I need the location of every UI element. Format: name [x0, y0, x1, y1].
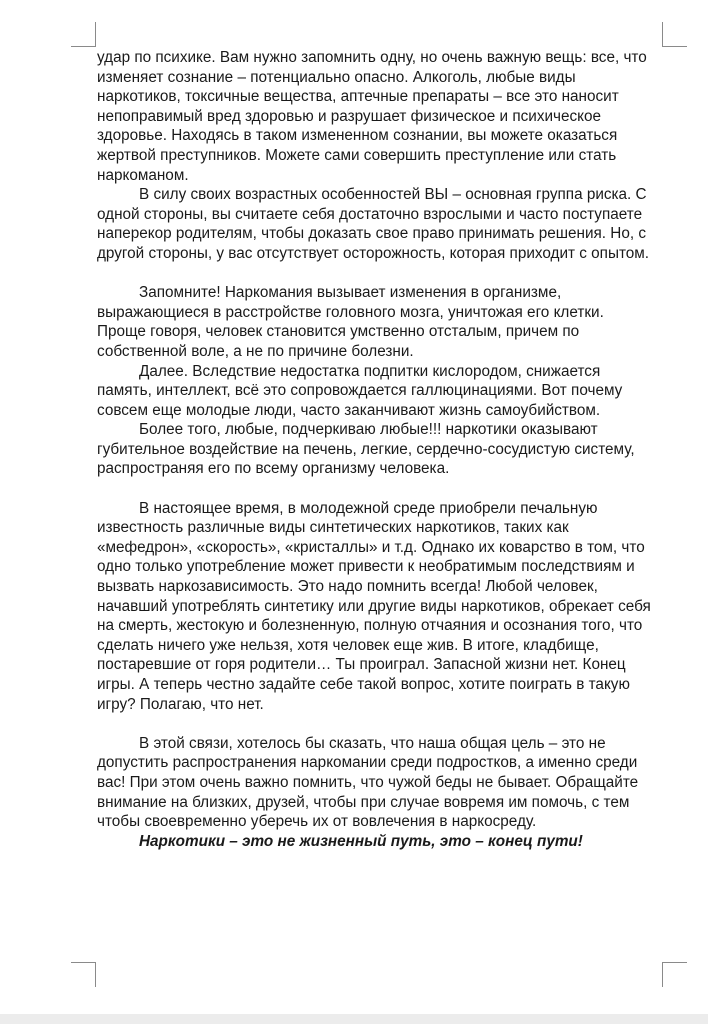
document-body [97, 48, 657, 851]
closing-statement: Наркотики – это не жизненный путь, это – конец пути! [139, 832, 583, 850]
viewer-bottom-edge [0, 1014, 708, 1024]
paragraph-oxygen: Далее. Вследствие недостатка подпитки кислородом, снижается память, интеллект, всё это сопровождается галлюцинациями. Вот почему совсем еще молодые люди, часто заканчивают жизнь самоубийством. [97, 362, 623, 419]
paragraph-gap [97, 264, 657, 284]
crop-mark-bottom-right [662, 962, 687, 987]
paragraph-psyche: удар по психике. Вам нужно запомнить одну, но очень важную вещь: все, что изменяет сознание – потенциально опасно. Алкоголь, любые виды наркотиков, токсичные вещества, аптечные препараты – все это наносит непоправимый вред здоровью и разрушает физическое и психическое здоровье. Находясь в таком измененном сознании, вы можете оказаться жертвой преступников. Можете сами совершить преступление или стать наркоманом. [97, 49, 647, 184]
crop-mark-bottom-left [71, 962, 96, 987]
paragraph-common-goal: В этой связи, хотелось бы сказать, что наша общая цель – это не допустить распространения наркомании среди подростков, а именно среди вас! При этом очень важно помнить, что чужой беды не бывает. Обращайте внимание на близких, друзей, чтобы при случае вовремя им помочь, с тем чтобы своевременно уберечь их от вовлечения в наркосреду. [97, 734, 639, 831]
paragraph-synthetics: В настоящее время, в молодежной среде приобрели печальную известность различные виды синтетических наркотиков, таких как «мефедрон», «скорость», «кристаллы» и т.д. Однако их коварство в том, что одно только употребление может привести к необратимым последствиям и вызвать наркозависимость. Это надо помнить всегда! Любой человек, начавший употреблять синтетику или другие виды наркотиков, обрекает себя на смерть, жестокую и болезненную, полную отчаяния и осознания того, что сделать ничего уже нельзя, хотя человек еще жив. В итоге, кладбище, постаревшие от горя родители… Ты проиграл. Запасной жизни нет. Конец игры. А теперь честно задайте себе такой вопрос, хотите поиграть в такую игру? Полагаю, что нет. [97, 499, 651, 713]
crop-mark-top-right [662, 22, 687, 47]
paragraph-organs: Более того, любые, подчеркиваю любые!!! наркотики оказывают губительное воздействие на печень, легкие, сердечно-сосудистую систему, распространяя его по всему организму человека. [97, 421, 635, 478]
paragraph-risk-group: В силу своих возрастных особенностей ВЫ – основная группа риска. С одной стороны, вы считаете себя достаточно взрослыми и часто поступаете наперекор родителям, чтобы доказать свое право принимать решения. Но, с другой стороны, у вас отсутствует осторожность, которая приходит с опытом. [97, 186, 650, 262]
paragraph-remember: Запомните! Наркомания вызывает изменения в организме, выражающиеся в расстройстве головного мозга, уничтожая его клетки. Проще говоря, человек становится умственно отсталым, причем по собственной воле, а не по причине болезни. [97, 284, 604, 360]
paragraph-gap [97, 714, 657, 734]
crop-mark-top-left [71, 22, 96, 47]
paragraph-gap [97, 479, 657, 499]
